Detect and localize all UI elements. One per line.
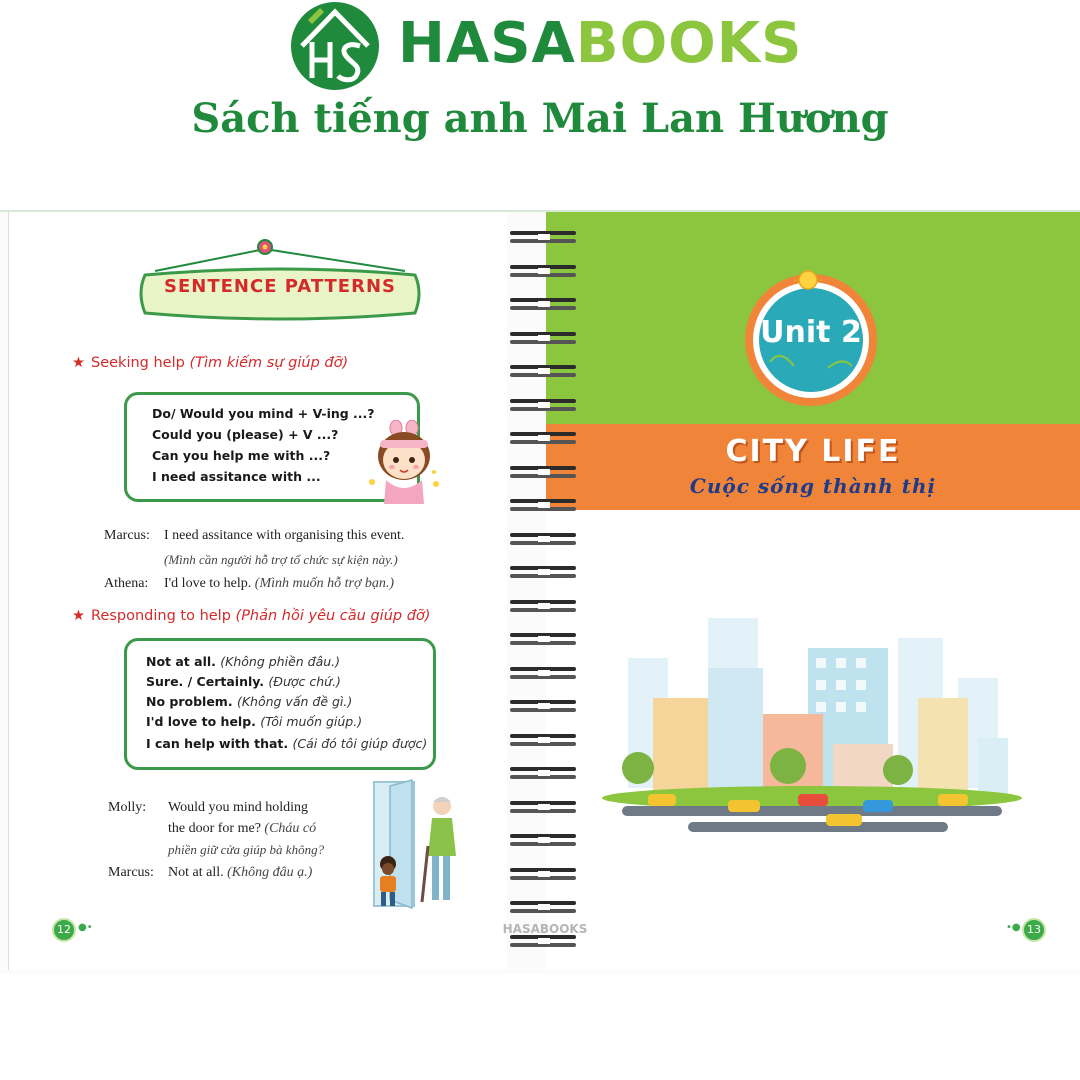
- girl-character-illustration: [366, 420, 442, 506]
- dialog-line-text: Not at all.: [168, 865, 224, 880]
- response-line: [146, 694, 352, 709]
- dialog-line-text: I'd love to help.: [164, 576, 252, 591]
- door-holding-illustration: [368, 776, 468, 910]
- hasabooks-logo-icon: [290, 0, 380, 92]
- spiral-ring-icon: [508, 496, 580, 514]
- response-en: Sure. / Certainly.: [146, 674, 265, 689]
- response-vi: (Không vấn đề gì.): [236, 694, 353, 709]
- unit-label: Unit 2: [760, 315, 862, 350]
- spiral-ring-icon: [508, 731, 580, 749]
- spiral-ring-icon: [508, 831, 580, 849]
- dialog-line-translation: (Cháu có: [264, 821, 317, 836]
- page-number-right: 13: [1022, 918, 1046, 942]
- response-vi: (Cái đó tôi giúp được): [292, 736, 428, 751]
- spiral-ring-icon: [508, 228, 580, 246]
- dialog-translation-text: phiền giữ cửa giúp bà không?: [168, 842, 325, 857]
- pattern-line: Can you help me with ...?: [152, 448, 331, 463]
- star-icon: ★: [72, 355, 85, 371]
- spiral-ring-icon: [508, 597, 580, 615]
- dialog-line: [168, 865, 312, 881]
- dialog-translation: [164, 552, 398, 568]
- spiral-ring-icon: [508, 898, 580, 916]
- spiral-ring-icon: [508, 396, 580, 414]
- dialog-line-translation: (Mình muốn hỗ trợ bạn.): [254, 576, 395, 591]
- dialog-speaker: Marcus:: [104, 528, 150, 543]
- response-en: I can help with that.: [146, 736, 289, 751]
- response-vi: (Không phiền đâu.): [220, 654, 341, 669]
- response-line: [146, 654, 340, 669]
- seeking-help-translation: (Tìm kiếm sự giúp đỡ): [189, 355, 349, 371]
- seeking-help-label: Seeking help: [91, 355, 185, 371]
- page-number-left: 12: [52, 918, 76, 942]
- spiral-ring-icon: [508, 764, 580, 782]
- response-en: I'd love to help.: [146, 714, 256, 729]
- spiral-ring-icon: [508, 295, 580, 313]
- brand-name-part1: HASA: [398, 11, 576, 76]
- responding-help-translation: (Phản hồi yêu cầu giúp đỡ): [235, 608, 431, 624]
- brand-name-part2: BOOKS: [575, 11, 803, 76]
- spiral-ring-icon: [508, 329, 580, 347]
- unit-subtitle: Cuộc sống thành thị: [689, 474, 937, 498]
- spiral-ring-icon: [508, 563, 580, 581]
- dialog-speaker: Marcus:: [108, 865, 154, 880]
- seeking-help-heading: [72, 355, 348, 371]
- dialog-line-translation: (Không đâu ạ.): [227, 865, 313, 880]
- pattern-line: Could you (please) + V ...?: [152, 427, 339, 442]
- spiral-ring-icon: [508, 865, 580, 883]
- spiral-ring-icon: [508, 530, 580, 548]
- dialog-speaker: Molly:: [108, 800, 147, 815]
- responding-help-label: Responding to help: [91, 608, 231, 624]
- pattern-line: I need assitance with ...: [152, 469, 321, 484]
- dialog-translation-text: (Mình cần người hỗ trợ tổ chức sự kiện này.): [164, 552, 398, 567]
- star-icon: ★: [72, 608, 85, 624]
- city-skyline-illustration: [598, 598, 1026, 838]
- response-line: [146, 674, 341, 689]
- sentence-patterns-title: SENTENCE PATTERNS: [164, 276, 396, 297]
- spiral-ring-icon: [508, 798, 580, 816]
- pattern-line: Do/ Would you mind + V-ing ...?: [152, 406, 375, 421]
- response-en: Not at all.: [146, 654, 216, 669]
- response-line: [146, 714, 362, 729]
- unit-title: CITY LIFE: [725, 434, 901, 469]
- response-vi: (Được chứ.): [268, 674, 341, 689]
- dialog-translation: [168, 842, 324, 858]
- spiral-ring-icon: [508, 664, 580, 682]
- spiral-ring-icon: [508, 630, 580, 648]
- spiral-ring-icon: [508, 362, 580, 380]
- page-dots: ●•: [78, 922, 93, 933]
- response-en: No problem.: [146, 694, 233, 709]
- responding-help-heading: [72, 608, 430, 624]
- dialog-line-text: the door for me?: [168, 821, 261, 836]
- dialog-line: [164, 576, 394, 592]
- spiral-ring-icon: [508, 697, 580, 715]
- dialog-speaker: Athena:: [104, 576, 149, 591]
- brand-name: [398, 11, 803, 76]
- response-line: [146, 736, 427, 751]
- page-dots: •●: [1006, 922, 1021, 933]
- brand-tagline: Sách tiếng anh Mai Lan Hương: [191, 95, 889, 142]
- dialog-line: I need assitance with organising this event.: [164, 528, 405, 543]
- hasabooks-watermark: HASABOOKS: [502, 922, 588, 936]
- dialog-line: Would you mind holding: [168, 800, 309, 815]
- dialog-line: [168, 821, 316, 837]
- spiral-ring-icon: [508, 262, 580, 280]
- response-vi: (Tôi muốn giúp.): [260, 714, 363, 729]
